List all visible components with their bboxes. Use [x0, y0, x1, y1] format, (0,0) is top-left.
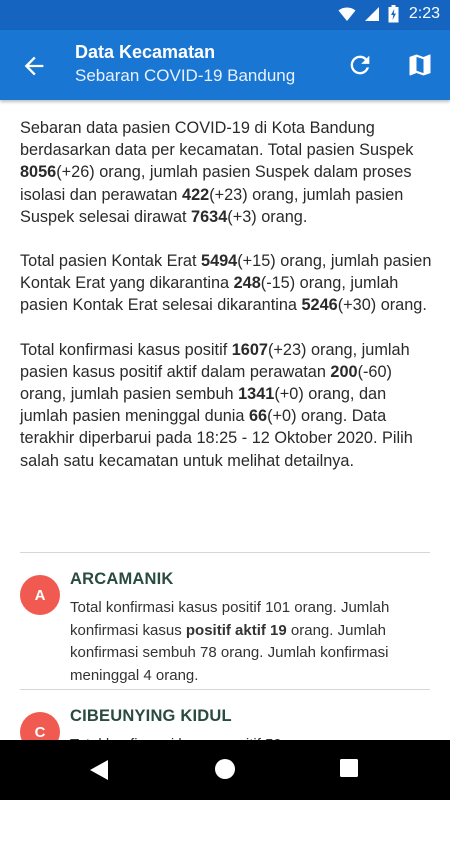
- navigation-bar: [0, 740, 450, 800]
- refresh-button[interactable]: [346, 51, 374, 79]
- refresh-icon: [346, 51, 374, 79]
- nav-back-icon[interactable]: [88, 758, 110, 782]
- district-name: ARCAMANIK: [70, 570, 174, 588]
- divider: [20, 689, 430, 690]
- intro-text: [20, 117, 435, 494]
- district-detail: Total konfirmasi kasus positif 101 orang. Jumlah konfirmasi kasus positif aktif 19 orang. Jumlah konfirmasi sembuh 78 orang. Jumlah konfirmasi meninggal 4 orang.: [70, 599, 390, 684]
- status-bar: [0, 0, 450, 30]
- page-title: Data Kecamatan: [75, 42, 216, 62]
- arrow-back-icon: [20, 52, 48, 80]
- district-avatar: A: [20, 575, 60, 615]
- status-time: 2:23: [408, 5, 440, 22]
- nav-home-icon[interactable]: [214, 758, 236, 780]
- intro-paragraph-suspek: Sebaran data pasien COVID-19 di Kota Bandung berdasarkan data per kecamatan. Total pasien Suspek 8056(+26) orang, jumlah pasien Suspek dalam proses isolasi dan perawatan 422(+23) orang, jumlah pasien Suspek selesai dirawat 7634(+3) orang.: [20, 119, 414, 226]
- battery-icon: [388, 5, 399, 23]
- district-name: CIBEUNYING KIDUL: [70, 707, 232, 725]
- app-bar-titles: [75, 41, 295, 89]
- divider: [20, 552, 430, 553]
- status-icons: [338, 5, 440, 23]
- district-item-arcamanik[interactable]: [20, 570, 435, 705]
- wifi-icon: [338, 7, 356, 22]
- intro-paragraph-konfirmasi: Total konfirmasi kasus positif 1607(+23) orang, jumlah pasien kasus positif aktif dalam perawatan 200(-60) orang, jumlah pasien sembuh 1341(+0) orang, dan jumlah pasien meninggal dunia 66(+0) orang. Data terakhir diperbarui pada 18:25 - 12 Oktober 2020. Pilih salah satu kecamatan untuk melihat detailnya.: [20, 340, 413, 470]
- district-avatar: C: [20, 712, 60, 752]
- content-scroll[interactable]: [0, 100, 450, 740]
- app-bar: [0, 30, 450, 100]
- back-button[interactable]: [20, 52, 48, 80]
- nav-recents-icon[interactable]: [339, 758, 359, 778]
- map-button[interactable]: [406, 51, 434, 79]
- map-icon: [406, 51, 434, 79]
- page-subtitle: Sebaran COVID-19 Bandung: [75, 66, 296, 85]
- signal-icon: [364, 6, 380, 22]
- intro-paragraph-kontak-erat: Total pasien Kontak Erat 5494(+15) orang, jumlah pasien Kontak Erat yang dikarantina 248(-15) orang, jumlah pasien Kontak Erat selesai dikarantina 5246(+30) orang.: [20, 252, 432, 315]
